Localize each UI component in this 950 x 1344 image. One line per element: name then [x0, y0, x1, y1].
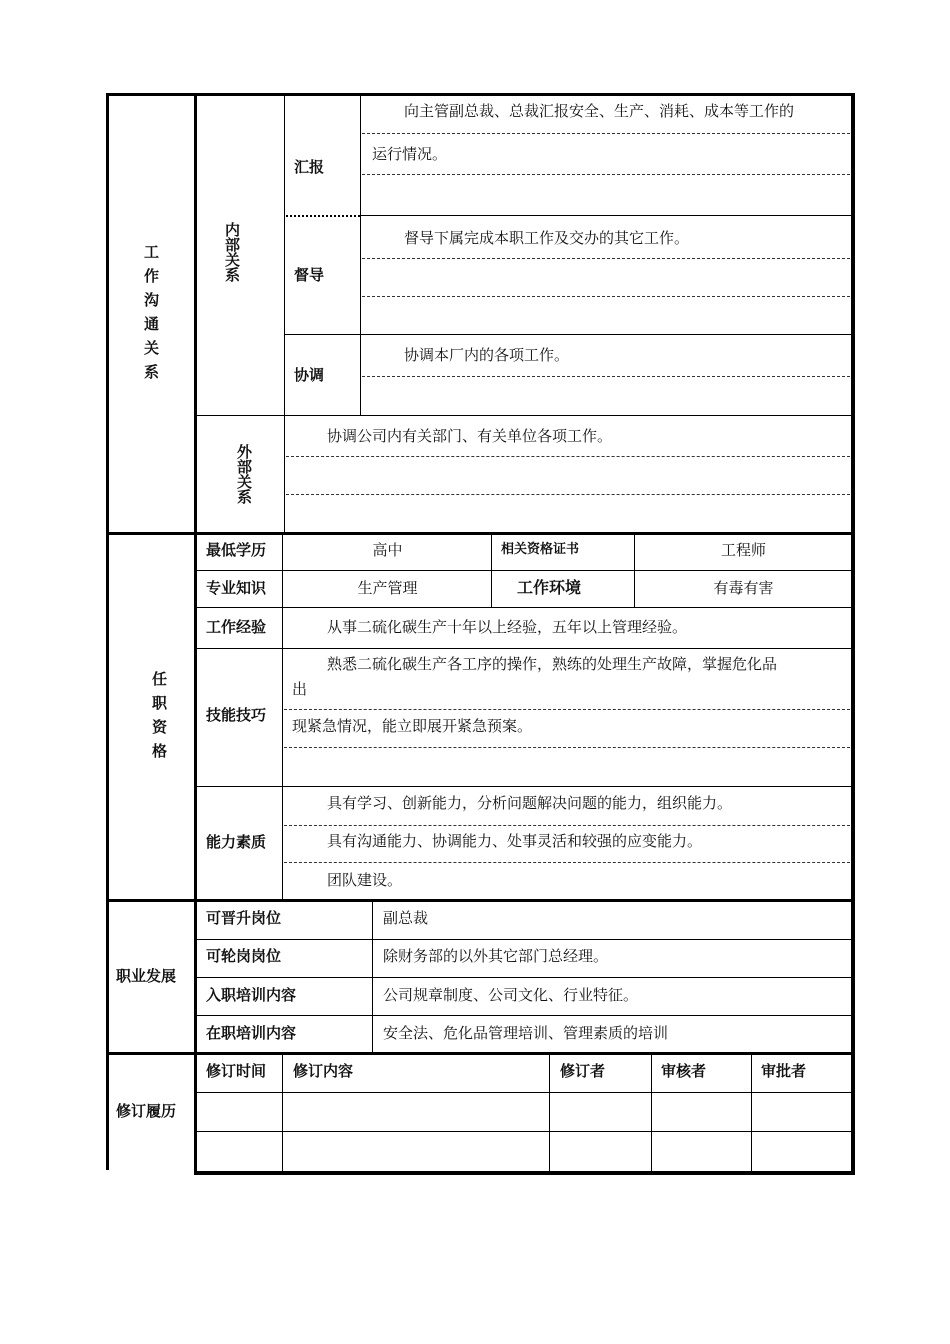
section-divider — [106, 899, 855, 902]
dashed-rule — [362, 296, 850, 297]
column-divider — [634, 535, 635, 607]
inservice-training-value: 安全法、危化品管理培训、管理素质的培训 — [383, 1024, 669, 1042]
promotion-label: 可晋升岗位 — [206, 909, 282, 927]
row-divider — [196, 415, 851, 416]
dashed-rule — [286, 215, 360, 217]
skills-label: 技能技巧 — [206, 706, 267, 724]
skills-line-1-wrap: 出 — [292, 680, 308, 698]
section-divider — [106, 532, 855, 535]
label-column-divider — [282, 535, 283, 899]
revision-header-reviewer: 审核者 — [661, 1062, 707, 1080]
outer-border-left — [106, 93, 109, 1170]
revision-header-approver: 审批者 — [761, 1062, 807, 1080]
row-divider — [284, 334, 851, 335]
report-label: 汇报 — [294, 158, 325, 176]
promotion-value: 副总裁 — [383, 909, 429, 927]
education-value: 高中 — [372, 541, 403, 559]
row-divider — [196, 1131, 851, 1132]
row-divider — [196, 648, 851, 649]
dashed-rule — [284, 747, 850, 748]
rotation-value: 除财务部的以外其它部门总经理。 — [383, 947, 609, 965]
certificate-value: 工程师 — [720, 541, 766, 559]
skills-line-2: 现紧急情况，能立即展开紧急预案。 — [292, 717, 533, 735]
revision-header-content: 修订内容 — [293, 1062, 354, 1080]
supervise-line-1: 督导下属完成本职工作及交办的其它工作。 — [404, 229, 690, 247]
row-divider — [196, 570, 851, 571]
onboarding-training-value: 公司规章制度、公司文化、行业特征。 — [383, 986, 639, 1004]
experience-value: 从事二硫化碳生产十年以上经验，五年以上管理经验。 — [327, 618, 688, 636]
knowledge-value: 生产管理 — [357, 579, 418, 597]
column-divider — [751, 1055, 752, 1175]
ability-line-2: 具有沟通能力、协调能力、处事灵活和较强的应变能力。 — [327, 832, 703, 850]
dashed-rule — [284, 825, 850, 826]
coordinate-label: 协调 — [294, 366, 325, 384]
education-label: 最低学历 — [206, 541, 267, 559]
category-column-divider — [194, 93, 197, 1175]
sub-category-divider — [284, 96, 285, 532]
dashed-rule — [362, 174, 850, 175]
inservice-training-label: 在职培训内容 — [206, 1024, 297, 1042]
column-divider — [282, 1055, 283, 1175]
ability-line-1: 具有学习、创新能力，分析问题解决问题的能力，组织能力。 — [327, 794, 733, 812]
coordinate-line-1: 协调本厂内的各项工作。 — [404, 346, 570, 364]
environment-label: 工作环境 — [517, 578, 582, 597]
internal-relations-label: 内部关系 — [223, 222, 241, 282]
report-line-2: 运行情况。 — [372, 145, 448, 163]
supervise-label: 督导 — [294, 266, 325, 284]
dashed-rule — [284, 862, 850, 863]
row-divider — [196, 786, 851, 787]
row-divider — [196, 1092, 851, 1093]
section-divider — [106, 1052, 855, 1055]
outer-border-right — [851, 93, 855, 1175]
external-line-1: 协调公司内有关部门、有关单位各项工作。 — [327, 427, 613, 445]
revision-header-time: 修订时间 — [206, 1062, 267, 1080]
row-divider — [196, 939, 851, 940]
row-divider — [360, 215, 851, 216]
communication-section-label: 工作沟通关系 — [142, 244, 160, 388]
ability-line-3: 团队建设。 — [327, 871, 403, 889]
row-divider — [196, 1015, 851, 1016]
skills-line-1: 熟悉二硫化碳生产各工序的操作，熟练的处理生产故障，掌握危化品 — [327, 655, 778, 673]
dashed-rule — [286, 456, 850, 457]
certificate-label: 相关资格证书 — [501, 542, 580, 557]
dashed-rule — [362, 258, 850, 259]
external-relations-label: 外部关系 — [235, 444, 253, 504]
report-line-1: 向主管副总裁、总裁汇报安全、生产、消耗、成本等工作的 — [404, 102, 795, 120]
dashed-rule — [286, 494, 850, 495]
revision-section-label: 修订履历 — [116, 1102, 177, 1120]
ability-label: 能力素质 — [206, 833, 267, 851]
outer-border-bottom — [196, 1171, 855, 1175]
column-divider — [651, 1055, 652, 1175]
column-divider — [491, 535, 492, 607]
experience-label: 工作经验 — [206, 618, 267, 636]
knowledge-label: 专业知识 — [206, 579, 267, 597]
qualification-section-label: 任职资格 — [150, 671, 168, 767]
row-divider — [196, 607, 851, 608]
dashed-rule — [362, 133, 850, 134]
dashed-rule — [362, 376, 850, 377]
onboarding-training-label: 入职培训内容 — [206, 986, 297, 1004]
outer-border-top — [106, 93, 855, 96]
subsection-label-divider — [360, 96, 361, 415]
dashed-rule — [284, 709, 850, 710]
revision-header-reviser: 修订者 — [560, 1062, 606, 1080]
career-section-label: 职业发展 — [116, 967, 177, 985]
rotation-label: 可轮岗岗位 — [206, 947, 282, 965]
column-divider — [549, 1055, 550, 1175]
row-divider — [196, 977, 851, 978]
environment-value: 有毒有害 — [713, 579, 774, 597]
